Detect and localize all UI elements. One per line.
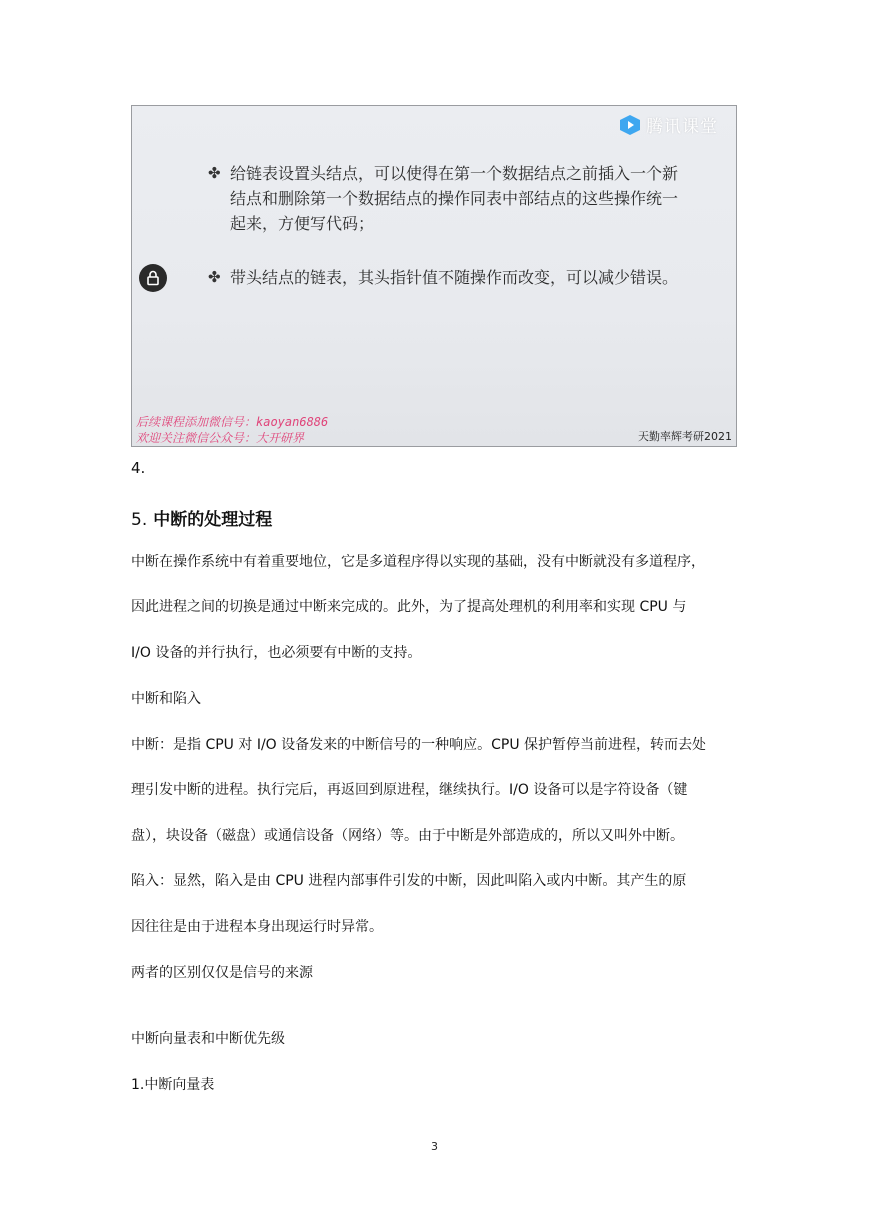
slide-bullet-text: 带头结点的链表，其头指针值不随操作而改变，可以减少错误。 bbox=[230, 268, 679, 287]
brand-name: 腾讯课堂 bbox=[646, 117, 718, 137]
paragraph-line: 1.中断向量表 bbox=[131, 1077, 215, 1093]
paragraph-line: 理引发中断的进程。执行完后，再返回到原进程，继续执行。I/O 设备可以是字符设备（键 bbox=[131, 782, 688, 798]
paragraph-line: 因此进程之间的切换是通过中断来完成的。此外，为了提高处理机的利用率和实现 CPU 与 bbox=[131, 599, 687, 615]
lecture-slide-image bbox=[131, 105, 737, 447]
section-title: 中断的处理过程 bbox=[153, 510, 273, 530]
slide-bullet bbox=[208, 161, 678, 236]
section-number: 5. bbox=[131, 510, 148, 530]
page-number: 3 bbox=[431, 1140, 438, 1153]
slide-bullet bbox=[208, 265, 678, 290]
paragraph-line: 因往往是由于进程本身出现运行时异常。 bbox=[131, 919, 383, 935]
watermark-public-account: 欢迎关注微信公众号：大开研界 bbox=[136, 431, 305, 445]
slide-bullet-text: 给链表设置头结点，可以使得在第一个数据结点之前插入一个新结点和删除第一个数据结点的操作同表中部结点的这些操作统一起来，方便写代码； bbox=[230, 164, 679, 233]
subheading: 中断向量表和中断优先级 bbox=[131, 1031, 285, 1047]
section-heading bbox=[131, 505, 272, 530]
paragraph-line: 盘），块设备（磁盘）或通信设备（网络）等。由于中断是外部造成的，所以又叫外中断。 bbox=[131, 828, 684, 844]
paragraph-line: 两者的区别仅仅是信号的来源 bbox=[131, 965, 313, 981]
list-item-number: 4. bbox=[131, 459, 146, 477]
paragraph-line: 陷入：显然，陷入是由 CPU 进程内部事件引发的中断，因此叫陷入或内中断。其产生的原 bbox=[131, 873, 687, 889]
lock-icon[interactable] bbox=[139, 264, 167, 292]
play-icon bbox=[618, 114, 642, 136]
paragraph-line: I/O 设备的并行执行，也必须要有中断的支持。 bbox=[131, 645, 422, 661]
bullet-mark: ✤ bbox=[208, 268, 221, 286]
watermark-wechat-id: 后续课程添加微信号：kaoyan6886 bbox=[136, 415, 329, 429]
paragraph-line: 中断：是指 CPU 对 I/O 设备发来的中断信号的一种响应。CPU 保护暂停当前进程，转而去处 bbox=[131, 737, 707, 753]
watermark-tianqin: 天勤率辉考研2021 bbox=[638, 430, 732, 443]
paragraph-line: 中断在操作系统中有着重要地位，它是多道程序得以实现的基础，没有中断就没有多道程序， bbox=[131, 554, 705, 570]
tencent-classroom-logo bbox=[618, 112, 718, 137]
bullet-mark: ✤ bbox=[208, 164, 221, 182]
subheading: 中断和陷入 bbox=[131, 691, 201, 707]
